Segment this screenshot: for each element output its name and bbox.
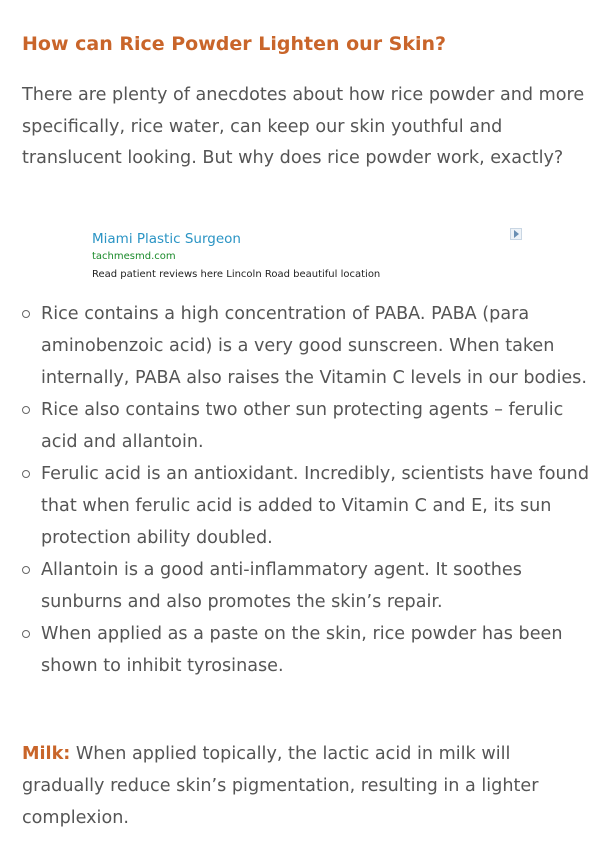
bullet-circle-icon <box>22 310 30 318</box>
bullet-circle-icon <box>22 470 30 478</box>
milk-paragraph <box>22 738 592 834</box>
ad-url[interactable]: tachmesmd.com <box>92 251 176 262</box>
intro-paragraph: There are plenty of anecdotes about how rice powder and more specifically, rice water, can keep our skin youthful and translucent looking. But why does rice powder work, exactly? <box>22 85 585 168</box>
list-item-text: Allantoin is a good anti-inflammatory agent. It soothes sunburns and also promotes the skin’s repair. <box>41 560 522 612</box>
list-item <box>22 394 594 458</box>
ad-title-link[interactable]: Miami Plastic Surgeon <box>92 231 241 247</box>
bullet-circle-icon <box>22 630 30 638</box>
bullet-circle-icon <box>22 566 30 574</box>
section-heading: How can Rice Powder Lighten our Skin? <box>22 33 447 55</box>
list-item <box>22 618 594 682</box>
list-item <box>22 458 594 554</box>
list-item-text: Rice contains a high concentration of PABA. PABA (para aminobenzoic acid) is a very good sunscreen. When taken internally, PABA also raises the Vitamin C levels in our bodies. <box>41 304 587 388</box>
list-item-text: When applied as a paste on the skin, rice powder has been shown to inhibit tyrosinase. <box>41 624 563 676</box>
list-item-text: Rice also contains two other sun protecting agents – ferulic acid and allantoin. <box>41 400 564 452</box>
sponsored-ad[interactable] <box>92 226 526 284</box>
milk-label: Milk: <box>22 744 71 764</box>
bullet-circle-icon <box>22 406 30 414</box>
ad-choices-play-icon[interactable] <box>510 228 522 240</box>
list-item <box>22 554 594 618</box>
ad-description: Read patient reviews here Lincoln Road beautiful location <box>92 269 381 280</box>
list-item-text: Ferulic acid is an antioxidant. Incredibly, scientists have found that when ferulic acid is added to Vitamin C and E, its sun protection ability doubled. <box>41 464 589 548</box>
milk-text: When applied topically, the lactic acid in milk will gradually reduce skin’s pigmentation, resulting in a lighter complexion. <box>22 744 539 828</box>
list-item <box>22 298 594 394</box>
facts-list <box>22 298 594 682</box>
